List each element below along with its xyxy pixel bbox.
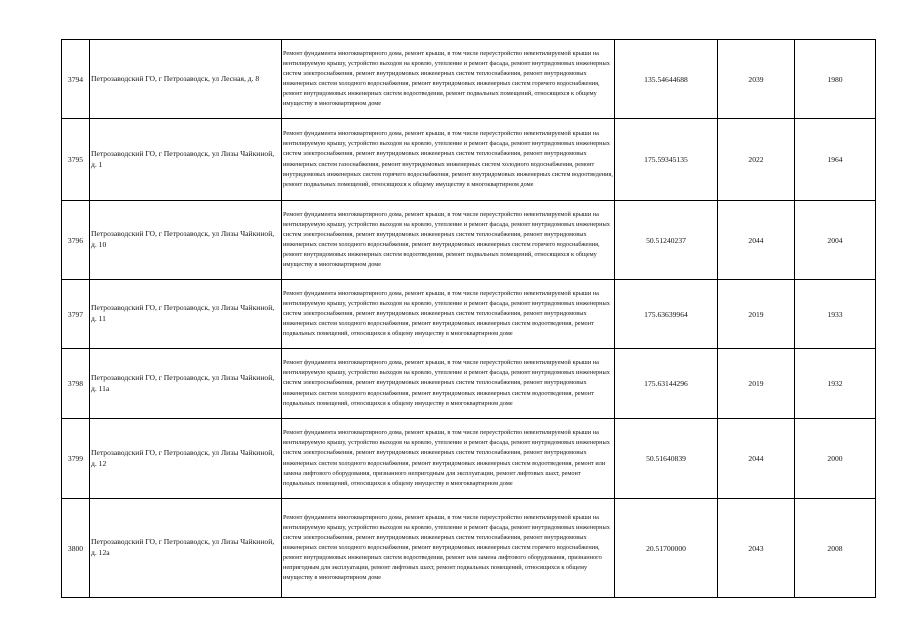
cost-cell: 135.54644688	[615, 40, 718, 119]
works-cell: Ремонт фундамента многоквартирного дома, ремонт крыши, в том числе переустройство невентилируемой крыши на вентилируемую крышу, устройство выходов на кровлю, утепление и ремонт фасада, ремонт внутридомовых инженерных систем электроснабжения, ремонт внутридомовых инженерных систем теплоснабжения, ремонт внутридомовых инженерных систем газоснабжения, ремонт внутридомовых инженерных систем холодного водоснабжения, ремонт внутридомовых инженерных систем горячего водоснабжения, ремонт внутридомовых инженерных систем водоотведения, ремонт подвальных помещений, относящихся к общему имуществу в многоквартирном доме	[282, 119, 615, 201]
table-row	[62, 40, 876, 119]
plan-year-cell: 2044	[718, 201, 795, 280]
plan-year-cell: 2039	[718, 40, 795, 119]
address-cell: Петрозаводский ГО, г Петрозаводск, ул Лизы Чайкиной, д. 1	[90, 119, 282, 201]
plan-year-cell: 2019	[718, 280, 795, 349]
address-cell: Петрозаводский ГО, г Петрозаводск, ул Лизы Чайкиной, д. 11а	[90, 349, 282, 419]
address-cell: Петрозаводский ГО, г Петрозаводск, ул Лизы Чайкиной, д. 12а	[90, 499, 282, 598]
table-row	[62, 119, 876, 201]
cost-cell: 175.59345135	[615, 119, 718, 201]
built-year-cell: 1980	[795, 40, 876, 119]
works-cell: Ремонт фундамента многоквартирного дома, ремонт крыши, в том числе переустройство невентилируемой крыши на вентилируемую крышу, устройство выходов на кровлю, утепление и ремонт фасада, ремонт внутридомовых инженерных систем электроснабжения, ремонт внутридомовых инженерных систем теплоснабжения, ремонт внутридомовых инженерных систем холодного водоснабжения, ремонт внутридомовых инженерных систем горячего водоснабжения, ремонт внутридомовых инженерных систем водоотведения, ремонт или замена лифтового оборудования, признанного непригодным для эксплуатации, ремонт лифтовых шахт, ремонт подвальных помещений, относящихся к общему имуществу в многоквартирном доме	[282, 499, 615, 598]
row-number: 3800	[62, 499, 90, 598]
cost-cell: 20.51700000	[615, 499, 718, 598]
table-row	[62, 419, 876, 499]
row-number: 3794	[62, 40, 90, 119]
address-cell: Петрозаводский ГО, г Петрозаводск, ул Лесная, д. 8	[90, 40, 282, 119]
row-number: 3797	[62, 280, 90, 349]
table-row	[62, 201, 876, 280]
cost-cell: 175.63639964	[615, 280, 718, 349]
built-year-cell: 2000	[795, 419, 876, 499]
address-cell: Петрозаводский ГО, г Петрозаводск, ул Лизы Чайкиной, д. 11	[90, 280, 282, 349]
plan-year-cell: 2044	[718, 419, 795, 499]
row-number: 3798	[62, 349, 90, 419]
table-row	[62, 280, 876, 349]
built-year-cell: 1932	[795, 349, 876, 419]
works-cell: Ремонт фундамента многоквартирного дома, ремонт крыши, в том числе переустройство невентилируемой крыши на вентилируемую крышу, устройство выходов на кровлю, утепление и ремонт фасада, ремонт внутридомовых инженерных систем электроснабжения, ремонт внутридомовых инженерных систем теплоснабжения, ремонт внутридомовых инженерных систем холодного водоснабжения, ремонт внутридомовых инженерных систем водоотведения, ремонт подвальных помещений, относящихся к общему имуществу в многоквартирном доме	[282, 280, 615, 349]
works-cell: Ремонт фундамента многоквартирного дома, ремонт крыши, в том числе переустройство невентилируемой крыши на вентилируемую крышу, устройство выходов на кровлю, утепление и ремонт фасада, ремонт внутридомовых инженерных систем электроснабжения, ремонт внутридомовых инженерных систем теплоснабжения, ремонт внутридомовых инженерных систем холодного водоснабжения, ремонт внутридомовых инженерных систем горячего водоснабжения, ремонт внутридомовых инженерных систем водоотведения, ремонт подвальных помещений, относящихся к общему имуществу в многоквартирном доме	[282, 40, 615, 119]
table-row	[62, 349, 876, 419]
table-row	[62, 499, 876, 598]
works-cell: Ремонт фундамента многоквартирного дома, ремонт крыши, в том числе переустройство невентилируемой крыши на вентилируемую крышу, устройство выходов на кровлю, утепление и ремонт фасада, ремонт внутридомовых инженерных систем электроснабжения, ремонт внутридомовых инженерных систем теплоснабжения, ремонт внутридомовых инженерных систем холодного водоснабжения, ремонт внутридомовых инженерных систем горячего водоснабжения, ремонт внутридомовых инженерных систем водоотведения, ремонт подвальных помещений, относящихся к общему имуществу в многоквартирном доме	[282, 201, 615, 280]
works-cell: Ремонт фундамента многоквартирного дома, ремонт крыши, в том числе переустройство невентилируемой крыши на вентилируемую крышу, устройство выходов на кровлю, утепление и ремонт фасада, ремонт внутридомовых инженерных систем электроснабжения, ремонт внутридомовых инженерных систем теплоснабжения, ремонт внутридомовых инженерных систем холодного водоснабжения, ремонт внутридомовых инженерных систем водоотведения, ремонт подвальных помещений, относящихся к общему имуществу в многоквартирном доме	[282, 349, 615, 419]
capital-repair-table	[61, 39, 876, 598]
row-number: 3795	[62, 119, 90, 201]
plan-year-cell: 2022	[718, 119, 795, 201]
cost-cell: 175.63144296	[615, 349, 718, 419]
plan-year-cell: 2019	[718, 349, 795, 419]
address-cell: Петрозаводский ГО, г Петрозаводск, ул Лизы Чайкиной, д. 10	[90, 201, 282, 280]
row-number: 3796	[62, 201, 90, 280]
works-cell: Ремонт фундамента многоквартирного дома, ремонт крыши, в том числе переустройство невентилируемой крыши на вентилируемую крышу, устройство выходов на кровлю, утепление и ремонт фасада, ремонт внутридомовых инженерных систем электроснабжения, ремонт внутридомовых инженерных систем теплоснабжения, ремонт внутридомовых инженерных систем холодного водоснабжения, ремонт внутридомовых инженерных систем водоотведения, ремонт или замена лифтового оборудования, признанного непригодным для эксплуатации, ремонт лифтовых шахт, ремонт подвальных помещений, относящихся к общему имуществу в многоквартирном доме	[282, 419, 615, 499]
row-number: 3799	[62, 419, 90, 499]
built-year-cell: 2008	[795, 499, 876, 598]
built-year-cell: 2004	[795, 201, 876, 280]
built-year-cell: 1933	[795, 280, 876, 349]
plan-year-cell: 2043	[718, 499, 795, 598]
table-body	[62, 40, 876, 598]
cost-cell: 50.51240237	[615, 201, 718, 280]
cost-cell: 50.51640839	[615, 419, 718, 499]
built-year-cell: 1964	[795, 119, 876, 201]
address-cell: Петрозаводский ГО, г Петрозаводск, ул Лизы Чайкиной, д. 12	[90, 419, 282, 499]
